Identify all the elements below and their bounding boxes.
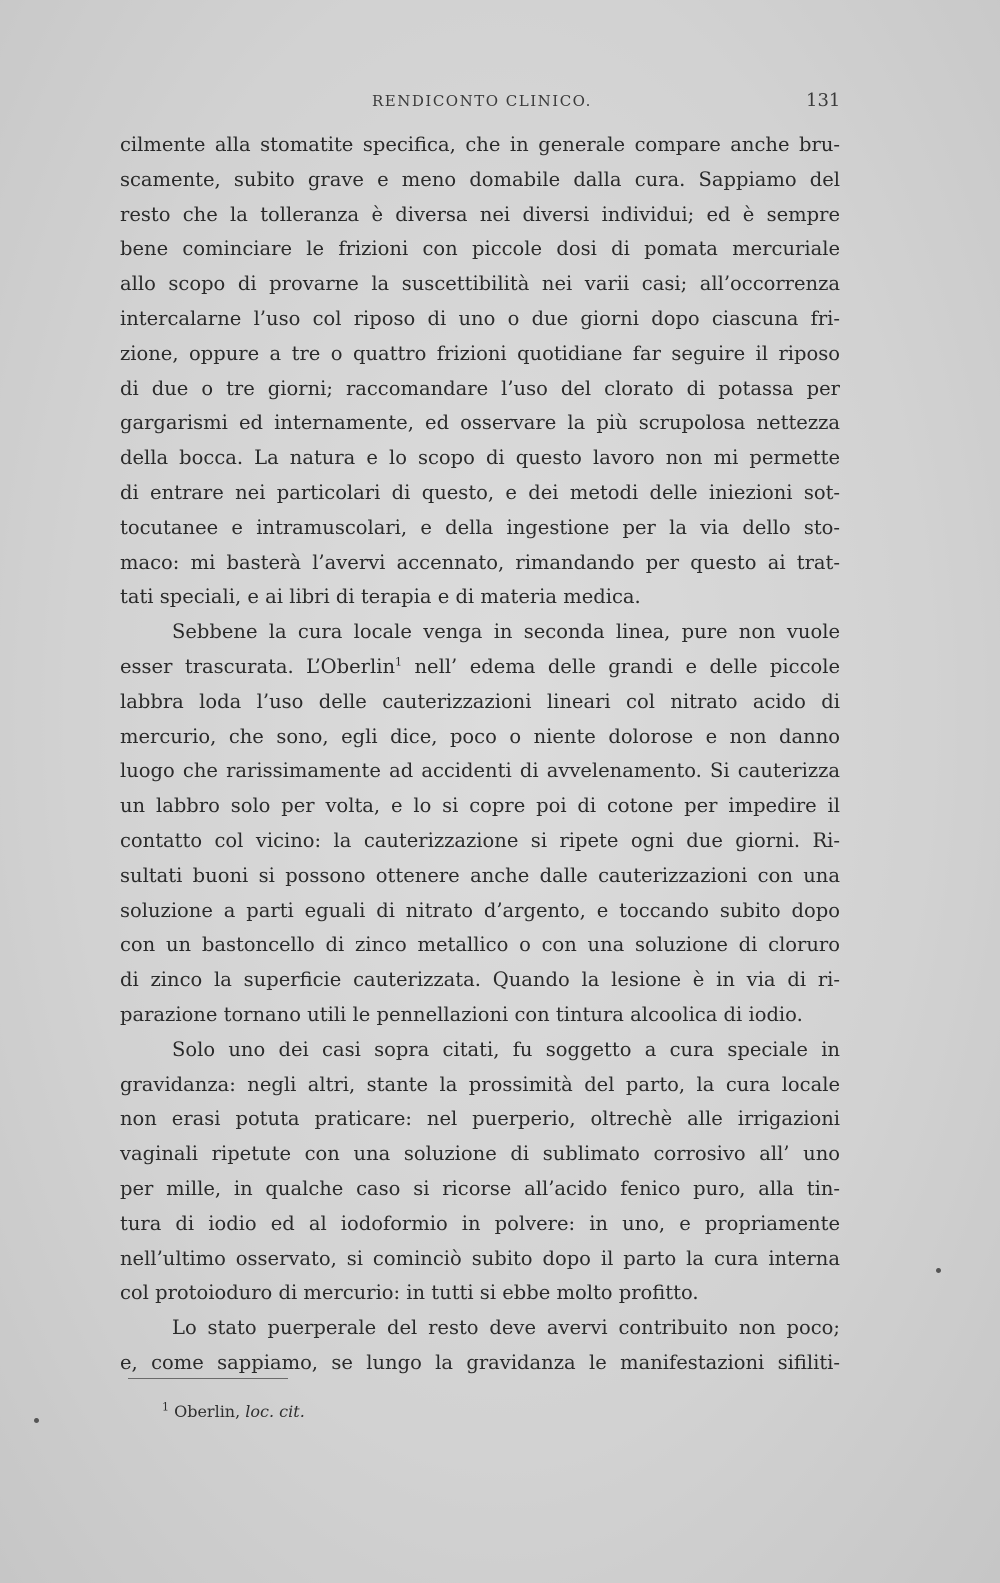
text-line: Lo stato puerperale del resto deve avervi contribuito non poco; <box>172 1316 840 1340</box>
text-line: di entrare nei particolari di questo, e dei metodi delle iniezioni sot- <box>120 480 840 504</box>
text-line: sultati buoni si possono ottenere anche dalle cauterizzazioni con una <box>120 863 840 887</box>
text-line: tura di iodio ed al iodoformio in polvere: in uno, e propriamente <box>120 1211 840 1235</box>
text-line: di due o tre giorni; raccomandare l’uso del clorato di potassa per <box>120 376 840 400</box>
page-number: 131 <box>806 90 841 111</box>
footnote-divider <box>128 1378 288 1379</box>
text-line: con un bastoncello di zinco metallico o con una soluzione di cloruro <box>120 933 840 957</box>
paper-speck <box>936 1268 941 1273</box>
running-head: RENDICONTO CLINICO. <box>372 92 592 110</box>
text-line: zione, oppure a tre o quattro frizioni quotidiane far seguire il riposo <box>120 341 840 365</box>
footnote-marker: 1 <box>162 1400 169 1414</box>
text-line: vaginali ripetute con una soluzione di sublimato corrosivo all’ uno <box>120 1142 840 1166</box>
text-line: col protoioduro di mercurio: in tutti si ebbe molto profitto. <box>120 1281 699 1305</box>
text-line: della bocca. La natura e lo scopo di questo lavoro non mi permette <box>120 446 840 470</box>
body-text <box>120 128 840 1381</box>
text-line: luogo che rarissimamente ad accidenti di avvelenamento. Si cauterizza <box>120 759 840 783</box>
text-line: per mille, in qualche caso si ricorse all’acido fenico puro, alla tin- <box>120 1176 840 1200</box>
text-line: scamente, subito grave e meno domabile dalla cura. Sappiamo del <box>120 167 840 191</box>
text-line: parazione tornano utili le pennellazioni con tintura alcoolica di iodio. <box>120 1002 803 1026</box>
text-line: di zinco la superficie cauterizzata. Quando la lesione è in via di ri- <box>120 968 840 992</box>
text-line: non erasi potuta praticare: nel puerperio, oltrechè alle irrigazioni <box>120 1107 840 1131</box>
text-segment: nell’ edema delle grandi e delle piccole <box>414 654 841 678</box>
text-line: nell’ultimo osservato, si cominciò subito dopo il parto la cura interna <box>120 1246 840 1270</box>
text-line: gargarismi ed internamente, ed osservare la più scrupolosa nettezza <box>120 411 840 435</box>
text-line: gravidanza: negli altri, stante la prossimità del parto, la cura locale <box>120 1072 840 1096</box>
text-line: un labbro solo per volta, e lo si copre poi di cotone per impedire il <box>120 794 840 818</box>
text-line: labbra loda l’uso delle cauterizzazioni lineari col nitrato acido di <box>120 689 840 713</box>
text-line: contatto col vicino: la cauterizzazione si ripete ogni due giorni. Ri- <box>120 828 840 852</box>
footnote-reference-text: loc. cit. <box>245 1402 305 1421</box>
text-line: allo scopo di provarne la suscettibilità nei varii casi; all’occorrenza <box>120 272 840 296</box>
text-line: Solo uno dei casi sopra citati, fu soggetto a cura speciale in <box>172 1037 840 1061</box>
text-segment: esser trascurata. L’Oberlin <box>120 654 396 678</box>
text-line: soluzione a parti eguali di nitrato d’argento, e toccando subito dopo <box>120 898 840 922</box>
text-line: cilmente alla stomatite specifica, che in generale compare anche bru- <box>120 133 840 156</box>
text-line: Sebbene la cura locale venga in seconda linea, pure non vuole <box>172 620 840 644</box>
text-line: intercalarne l’uso col riposo di uno o due giorni dopo ciascuna fri- <box>120 306 840 330</box>
footnote-reference: 1 <box>395 655 403 669</box>
text-line: tati speciali, e ai libri di terapia e di materia medica. <box>120 585 641 609</box>
footnote <box>162 1402 305 1421</box>
text-line-with-footnote-ref <box>120 650 840 685</box>
text-line: bene cominciare le frizioni con piccole dosi di pomata mercuriale <box>120 237 840 261</box>
text-line: resto che la tolleranza è diversa nei diversi individui; ed è sempre <box>120 202 840 226</box>
text-line: tocutanee e intramuscolari, e della ingestione per la via dello sto- <box>120 515 840 539</box>
text-line: maco: mi basterà l’avervi accennato, rimandando per questo ai trat- <box>120 550 840 574</box>
paper-speck <box>34 1418 39 1423</box>
text-line: mercurio, che sono, egli dice, poco o niente dolorose e non danno <box>120 724 840 748</box>
text-line: e, come sappiamo, se lungo la gravidanza le manifestazioni sifiliti- <box>120 1350 840 1374</box>
footnote-author: Oberlin, <box>174 1402 241 1421</box>
